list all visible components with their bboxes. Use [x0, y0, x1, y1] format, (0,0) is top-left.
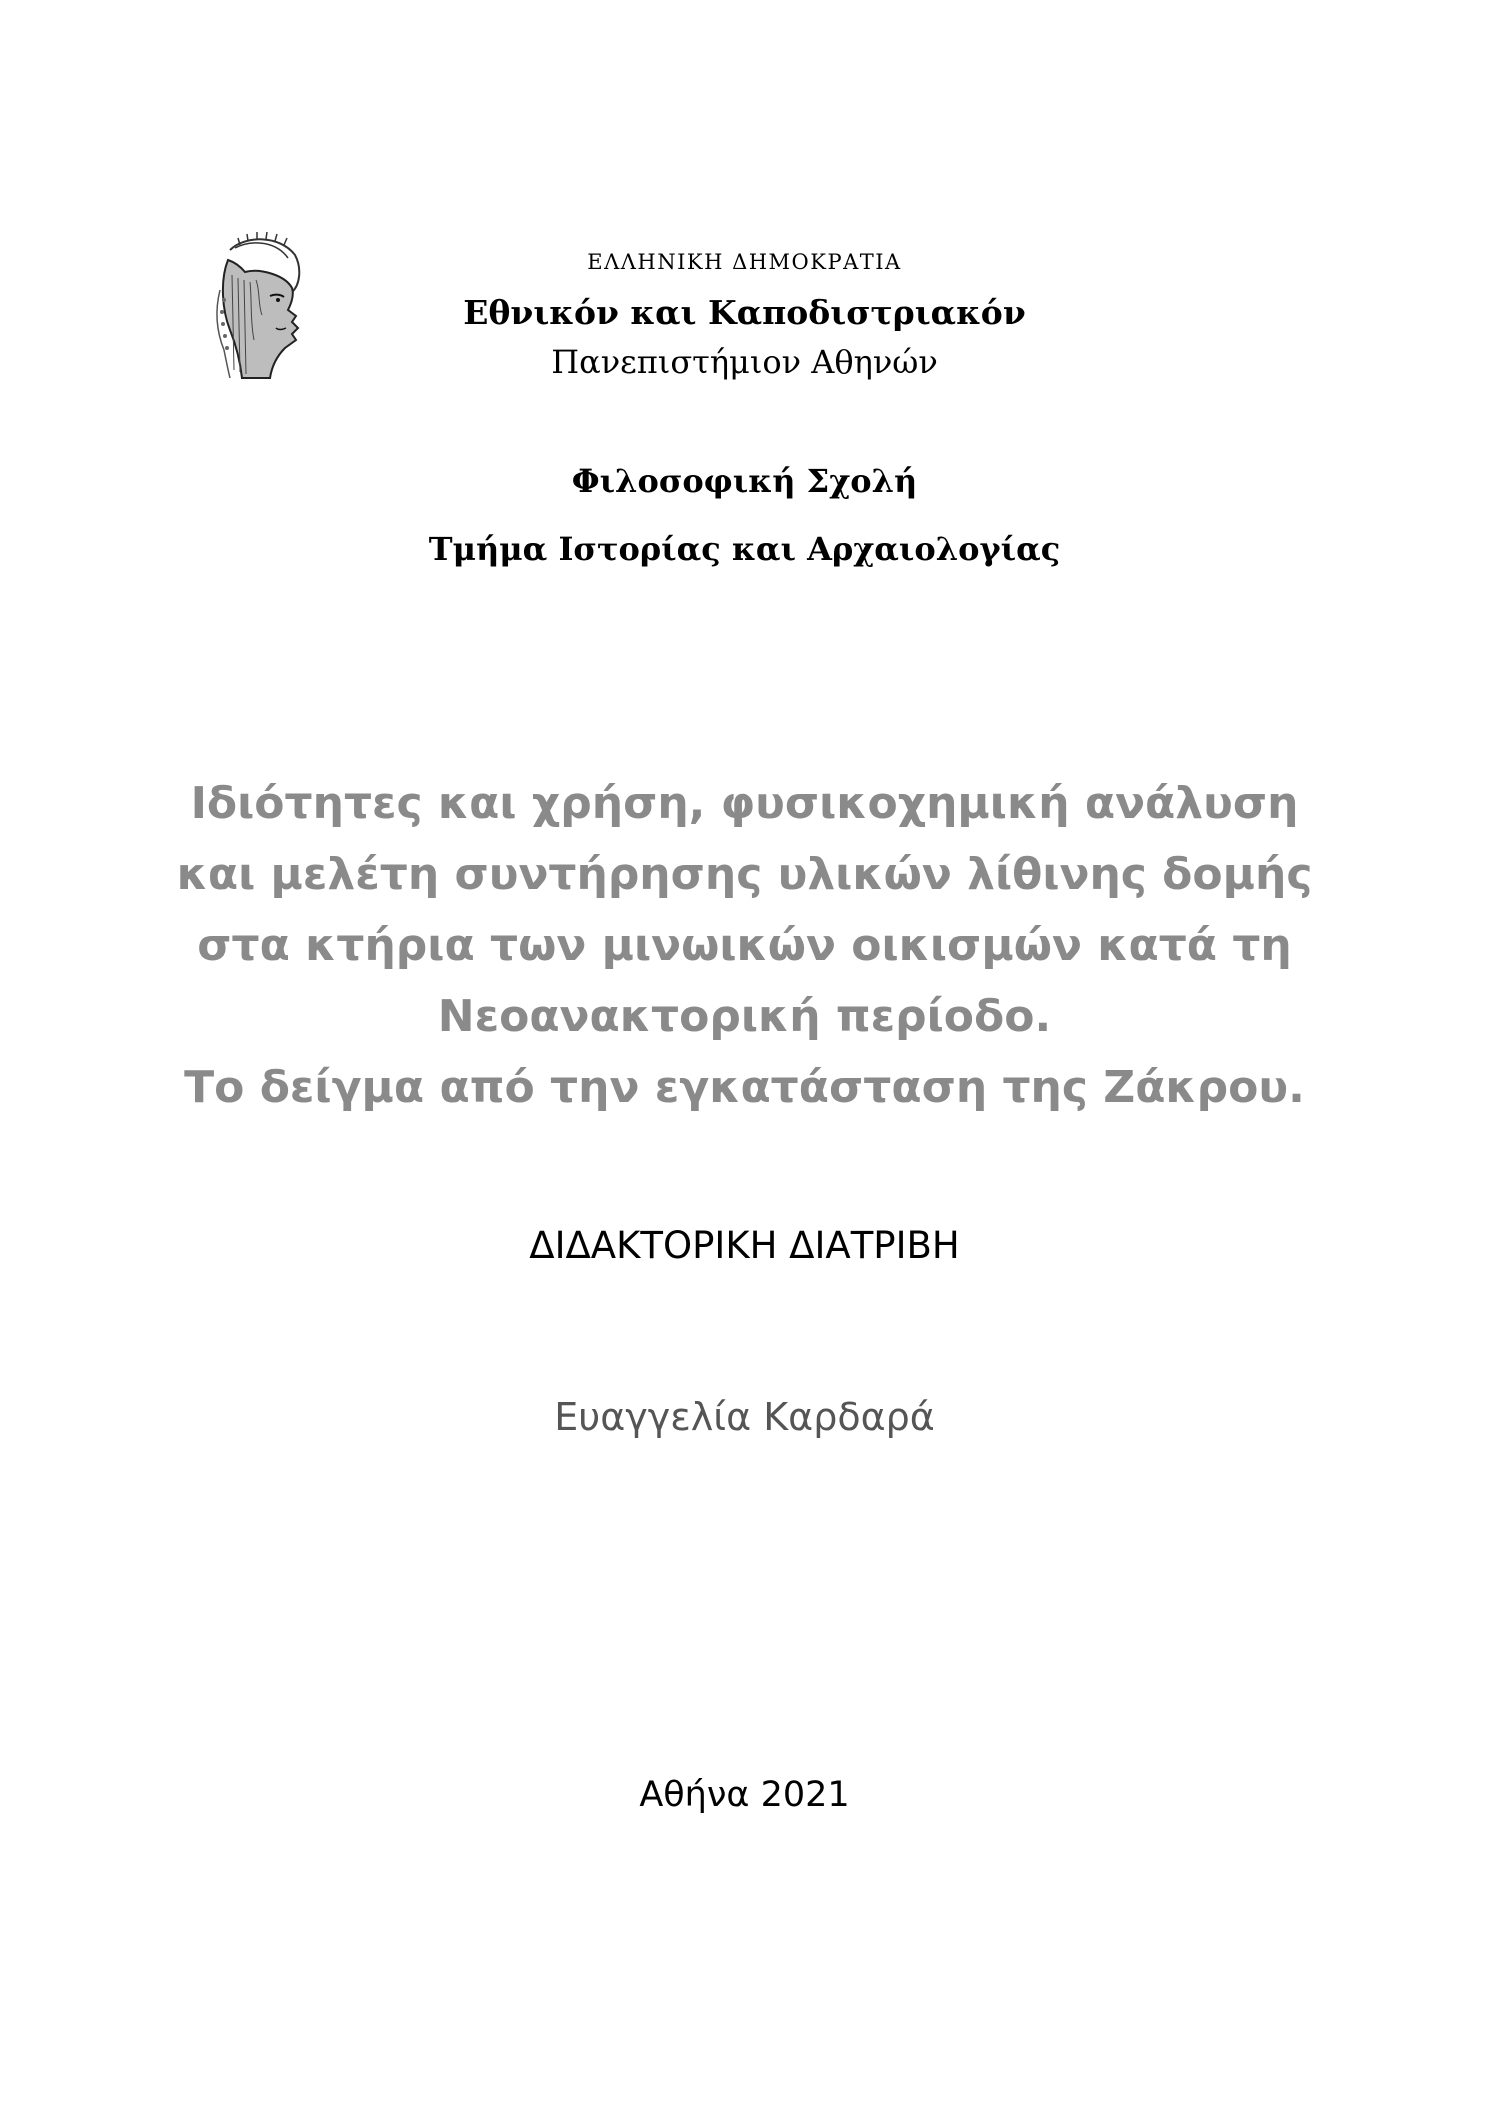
author-name: Ευαγγελία Καρδαρά [554, 1395, 935, 1439]
thesis-title-line: Ιδιότητες και χρήση, φυσικοχημική ανάλυση [190, 778, 1299, 829]
thesis-type: ΔΙΔΑΚΤΟΡΙΚΗ ΔΙΑΤΡΙΒΗ [529, 1224, 960, 1267]
department-name: Τμήμα Ιστορίας και Αρχαιολογίας [428, 530, 1061, 568]
thesis-title-line: και μελέτη συντήρησης υλικών λίθινης δομής [176, 849, 1313, 900]
thesis-title-line: Το δείγμα από την εγκατάσταση της Ζάκρου. [184, 1062, 1305, 1113]
thesis-title-line: στα κτήρια των μινωικών οικισμών κατά τη [197, 920, 1292, 971]
place-date: Αθήνα 2021 [639, 1775, 850, 1815]
thesis-title-line: Νεοανακτορική περίοδο. [437, 991, 1052, 1042]
university-name-line2: Πανεπιστήμιον Αθηνών [551, 343, 938, 381]
school-name: Φιλοσοφική Σχολή [571, 462, 918, 500]
republic-label: ΕΛΛΗΝΙΚΗ ΔΗΜΟΚΡΑΤΙΑ [587, 250, 902, 274]
university-name-line1: Εθνικόν και Καποδιστριακόν [463, 293, 1026, 332]
thesis-title [0, 768, 1489, 1123]
